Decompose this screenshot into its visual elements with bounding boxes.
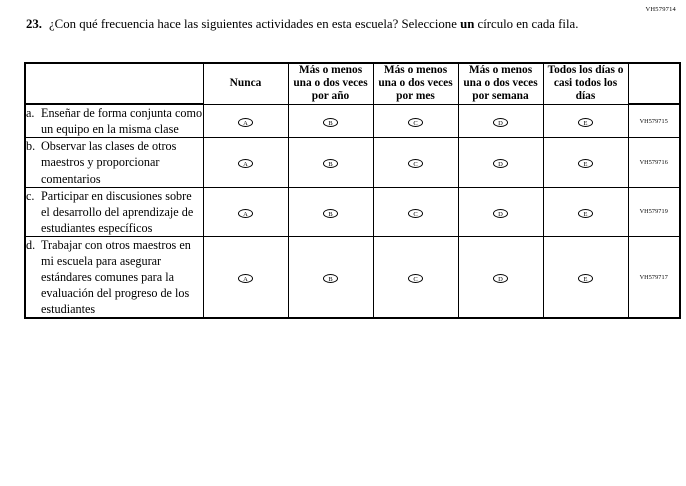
- radio-bubble-icon[interactable]: E: [578, 159, 593, 168]
- bubble-a-diario[interactable]: [543, 104, 628, 138]
- item-letter-b: b.: [26, 139, 36, 154]
- bubble-a-mensual[interactable]: [373, 104, 458, 138]
- bubble-d-anual[interactable]: [288, 236, 373, 318]
- response-grid: [24, 62, 681, 319]
- radio-bubble-icon[interactable]: E: [578, 209, 593, 218]
- item-text-a: Enseñar de forma conjunta como un equipo en la misma clase: [41, 106, 203, 137]
- header-option-mensual: Más o menos una o dos veces por mes: [373, 63, 458, 104]
- radio-bubble-icon[interactable]: D: [493, 209, 508, 218]
- header-option-semanal: Más o menos una o dos veces por semana: [458, 63, 543, 104]
- page-identifier: VH579714: [645, 6, 676, 13]
- radio-bubble-icon[interactable]: E: [578, 118, 593, 127]
- header-option-anual: Más o menos una o dos veces por año: [288, 63, 373, 104]
- item-cell-c: [25, 187, 203, 236]
- grid-header: [25, 63, 680, 104]
- bubble-c-semanal[interactable]: [458, 187, 543, 236]
- radio-bubble-icon[interactable]: D: [493, 118, 508, 127]
- radio-bubble-icon[interactable]: C: [408, 209, 423, 218]
- radio-bubble-icon[interactable]: C: [408, 159, 423, 168]
- row-code-a: VH579715: [628, 104, 680, 138]
- header-code-column: [628, 63, 680, 104]
- item-text-b: Observar las clases de otros maestros y proporcionar comentarios: [41, 139, 177, 186]
- radio-bubble-icon[interactable]: B: [323, 159, 338, 168]
- header-row: [25, 63, 680, 104]
- item-letter-c: c.: [26, 188, 35, 203]
- bubble-d-mensual[interactable]: [373, 236, 458, 318]
- item-text-d: Trabajar con otros maestros en mi escuela para asegurar estándares comunes para la evaluación del progreso de los estudiantes: [41, 237, 191, 317]
- bubble-b-semanal[interactable]: [458, 138, 543, 187]
- bubble-c-nunca[interactable]: [203, 187, 288, 236]
- radio-bubble-icon[interactable]: C: [408, 274, 423, 283]
- radio-bubble-icon[interactable]: C: [408, 118, 423, 127]
- bubble-c-mensual[interactable]: [373, 187, 458, 236]
- question-prompt: [26, 16, 646, 33]
- header-option-nunca: Nunca: [203, 63, 288, 104]
- row-code-c: VH579719: [628, 187, 680, 236]
- radio-bubble-icon[interactable]: A: [238, 159, 253, 168]
- radio-bubble-icon[interactable]: E: [578, 274, 593, 283]
- item-letter-a: a.: [26, 106, 35, 121]
- bubble-a-semanal[interactable]: [458, 104, 543, 138]
- table-row: [25, 104, 680, 138]
- question-text-bold: un: [460, 17, 475, 31]
- radio-bubble-icon[interactable]: A: [238, 118, 253, 127]
- question-text-part2: círculo en cada fila.: [474, 17, 579, 31]
- bubble-c-anual[interactable]: [288, 187, 373, 236]
- table-row: [25, 138, 680, 187]
- radio-bubble-icon[interactable]: D: [493, 159, 508, 168]
- row-code-d: VH579717: [628, 236, 680, 318]
- radio-bubble-icon[interactable]: A: [238, 209, 253, 218]
- bubble-d-nunca[interactable]: [203, 236, 288, 318]
- bubble-a-nunca[interactable]: [203, 104, 288, 138]
- question-text: [49, 16, 646, 33]
- item-cell-b: [25, 138, 203, 187]
- bubble-b-nunca[interactable]: [203, 138, 288, 187]
- grid-body: [25, 104, 680, 318]
- item-letter-d: d.: [26, 237, 36, 252]
- bubble-d-semanal[interactable]: [458, 236, 543, 318]
- header-option-diario: Todos los días o casi todos los días: [543, 63, 628, 104]
- radio-bubble-icon[interactable]: B: [323, 118, 338, 127]
- bubble-c-diario[interactable]: [543, 187, 628, 236]
- table-row: [25, 236, 680, 318]
- table-row: [25, 187, 680, 236]
- item-text-c: Participar en discusiones sobre el desarrollo del aprendizaje de estudiantes específicos: [41, 188, 194, 235]
- bubble-b-mensual[interactable]: [373, 138, 458, 187]
- row-code-b: VH579716: [628, 138, 680, 187]
- question-text-part1: ¿Con qué frecuencia hace las siguientes actividades en esta escuela? Seleccione: [49, 17, 461, 31]
- bubble-a-anual[interactable]: [288, 104, 373, 138]
- header-item-column: [25, 63, 203, 104]
- bubble-b-diario[interactable]: [543, 138, 628, 187]
- radio-bubble-icon[interactable]: A: [238, 274, 253, 283]
- bubble-b-anual[interactable]: [288, 138, 373, 187]
- item-cell-a: [25, 104, 203, 138]
- radio-bubble-icon[interactable]: B: [323, 274, 338, 283]
- radio-bubble-icon[interactable]: D: [493, 274, 508, 283]
- question-number: 23.: [26, 17, 42, 31]
- bubble-d-diario[interactable]: [543, 236, 628, 318]
- radio-bubble-icon[interactable]: B: [323, 209, 338, 218]
- item-cell-d: [25, 236, 203, 318]
